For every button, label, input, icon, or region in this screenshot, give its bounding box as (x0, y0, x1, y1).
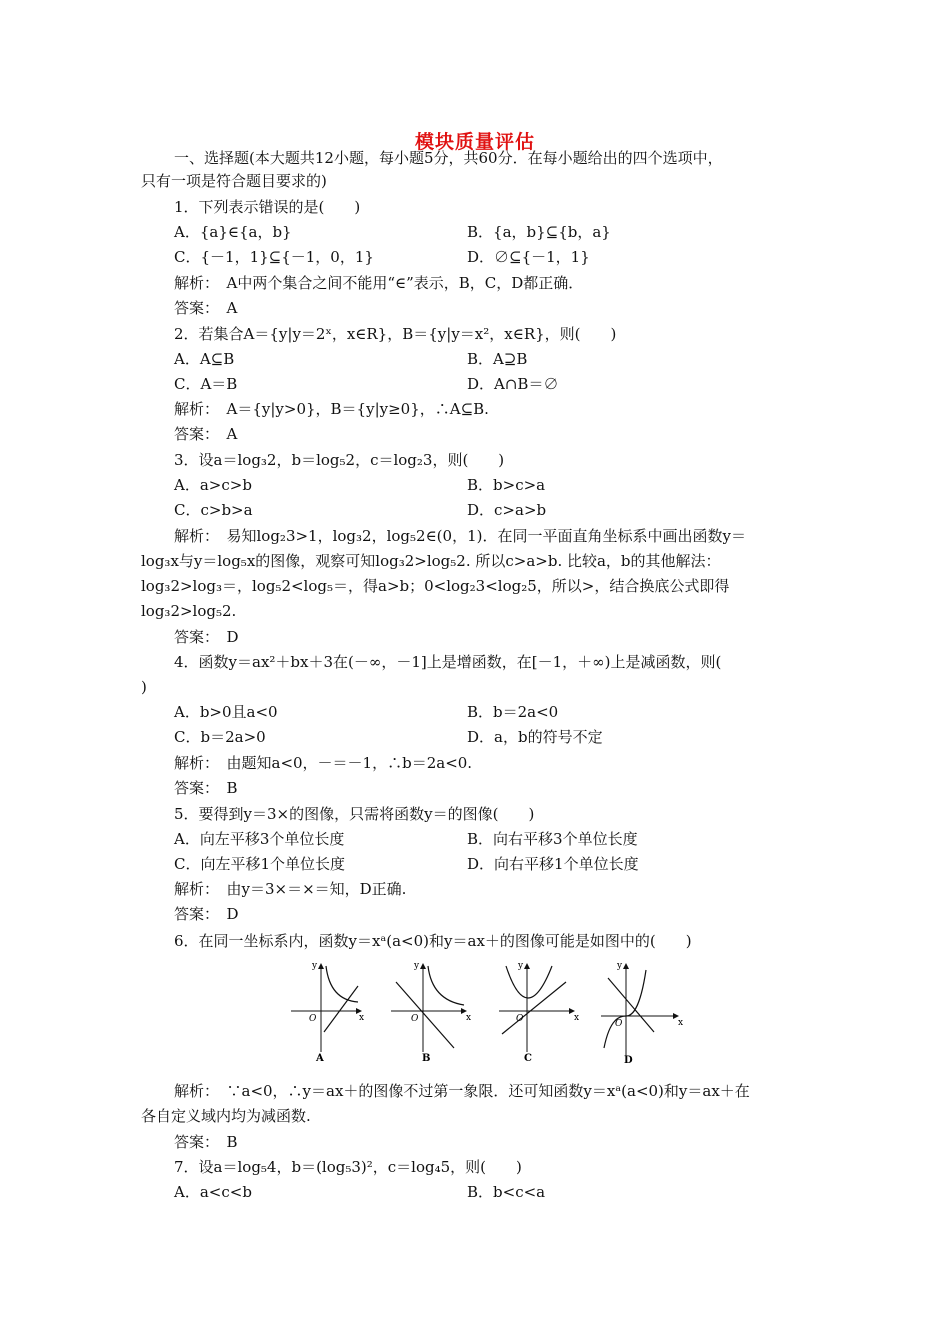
line-text: 2．若集合A＝{y|y＝2ˣ，x∈R}，B＝{y|y＝x²，x∈R}，则( ) (174, 325, 617, 343)
line-text: 答案： A (174, 299, 238, 317)
line-text: C．b＝2a>0 (174, 728, 266, 746)
axis-y-label: y (414, 961, 420, 971)
line-text: 一、选择题(本大题共12小题，每小题5分，共60分．在每小题给出的四个选项中， (174, 149, 723, 167)
line-text: 3．设a＝log₃2，b＝log₅2，c＝log₂3，则( ) (174, 451, 505, 469)
line-text: A．{a}∈{a，b} (174, 223, 292, 241)
option-text-right: D．a，b的符号不定 (467, 728, 603, 746)
text-line (174, 779, 238, 798)
text-line (174, 527, 746, 546)
line-text: 解析： A＝{y|y>0}，B＝{y|y≥0}，∴A⊆B. (174, 400, 489, 418)
axis-y-label: y (518, 961, 524, 971)
line-text: 4．函数y＝ax²＋bx＋3在(－∞，－1]上是增函数，在[－1，＋∞)上是减函数，则( (174, 653, 722, 671)
line-text: 答案： B (174, 779, 238, 797)
option-text-right: D．A∩B＝∅ (467, 375, 559, 393)
option-row (174, 855, 639, 874)
figure-graph-options (286, 960, 686, 1070)
option-row (174, 501, 547, 520)
line-text: 答案： B (174, 1133, 238, 1151)
line-text: 只有一项是符合题目要求的) (141, 172, 327, 190)
line-text: 6．在同一坐标系内，函数y＝xᵃ(a<0)和y＝ax＋的图像可能是如图中的( ) (174, 932, 692, 950)
line-text: log₃2>log₃＝，log₅2<log₅＝，得a>b；0<log₂3<log₂5，所以>，结合换底公式即得 (141, 577, 730, 595)
text-line (174, 1133, 238, 1152)
option-text-right: D．c>a>b (467, 501, 547, 519)
graph-panel-c (499, 961, 579, 1064)
line-text: C．{－1，1}⊆{－1，0，1} (174, 248, 374, 266)
line-text: 解析： A中两个集合之间不能用“∈”表示，B，C，D都正确． (174, 274, 584, 292)
graph-panel-d (601, 961, 683, 1066)
line-text: A．a<c<b (174, 1183, 252, 1201)
axis-y-label: y (617, 961, 623, 971)
text-line (174, 754, 472, 773)
text-line (141, 678, 147, 697)
option-row (174, 703, 559, 722)
option-row (174, 1183, 546, 1202)
option-text-right: B．向右平移3个单位长度 (467, 830, 638, 848)
line-text: 解析： 由题知a<0，－＝－1，∴b＝2a<0. (174, 754, 473, 772)
line-text: 7．设a＝log₅4，b＝(log₅3)²，c＝log₄5，则( ) (174, 1158, 522, 1176)
line-text: A．A⊆B (174, 350, 235, 368)
line-text: A．b>0且a<0 (174, 703, 278, 721)
line-text: 各自定义域内均为减函数. (141, 1107, 311, 1125)
option-text-right: B．{a，b}⊆{b，a} (467, 223, 611, 241)
text-line (174, 425, 237, 444)
graph-panel-b (391, 961, 471, 1064)
panel-label-c: C (524, 1053, 532, 1064)
text-line (174, 653, 721, 672)
axis-x-label: x (359, 1013, 365, 1023)
panel-label-b: B (422, 1053, 431, 1064)
line-text: 解析： 由y＝3×＝×＝知，D正确. (174, 880, 407, 898)
option-text-right: B．b<c<a (467, 1183, 546, 1201)
option-text-right: D．向右平移1个单位长度 (467, 855, 639, 873)
text-line (141, 552, 721, 571)
line-text: log₃2>log₅2. (141, 602, 237, 620)
origin-label: O (516, 1014, 524, 1024)
origin-label: O (615, 1019, 623, 1029)
origin-label: O (411, 1014, 419, 1024)
axis-x-label: x (574, 1013, 580, 1023)
text-line (141, 1107, 311, 1126)
line-text: ) (141, 678, 147, 696)
text-line (174, 1082, 750, 1101)
line-text: A．向左平移3个单位长度 (174, 830, 345, 848)
line-text: 答案： D (174, 628, 239, 646)
page-title: 模块质量评估 (414, 131, 535, 153)
option-row (174, 728, 603, 747)
axis-x-label: x (678, 1018, 684, 1028)
option-row (174, 476, 546, 495)
line-text: C．向左平移1个单位长度 (174, 855, 346, 873)
line-text: C．A＝B (174, 375, 238, 393)
text-line (174, 274, 583, 293)
text-line (174, 932, 692, 951)
text-line (174, 880, 406, 899)
axis-x-label: x (466, 1013, 472, 1023)
option-row (174, 375, 559, 394)
text-line (174, 1158, 522, 1177)
option-text-right: D．∅⊆{－1，1} (467, 248, 590, 266)
text-line (174, 325, 616, 344)
line-text: C．c>b>a (174, 501, 253, 519)
line-text: 答案： D (174, 905, 239, 923)
panel-label-a: A (316, 1053, 324, 1064)
line-text: 解析： 易知log₂3>1，log₃2，log₅2∈(0，1)．在同一平面直角坐标系中画出函数y＝ (174, 527, 746, 545)
option-row (174, 223, 611, 242)
line-text: A．a>c>b (174, 476, 252, 494)
text-line (174, 400, 489, 419)
line-text: 1．下列表示错误的是( ) (174, 198, 361, 216)
option-text-right: B．b>c>a (467, 476, 546, 494)
text-line (174, 451, 504, 470)
origin-label: O (309, 1014, 317, 1024)
option-text-right: B．A⊇B (467, 350, 528, 368)
text-line (174, 905, 239, 924)
option-text-right: B．b＝2a<0 (467, 703, 559, 721)
line-text: log₃x与y＝log₅x的图像，观察可知log₃2>log₅2. 所以c>a>b. 比较a，b的其他解法： (141, 552, 721, 570)
text-line (141, 577, 729, 596)
text-line (174, 299, 237, 318)
text-line (174, 198, 360, 217)
line-text: 答案： A (174, 425, 238, 443)
line-text: 5．要得到y＝3×的图像，只需将函数y＝的图像( ) (174, 805, 535, 823)
option-row (174, 830, 638, 849)
line-text: 解析： ∵a<0，∴y＝ax＋的图像不过第一象限．还可知函数y＝xᵃ(a<0)和y＝ax＋在 (174, 1082, 750, 1100)
text-line (174, 628, 239, 647)
panel-label-d: D (624, 1055, 633, 1066)
option-row (174, 248, 590, 267)
axis-y-label: y (312, 961, 318, 971)
option-row (174, 350, 528, 369)
text-line (174, 805, 534, 824)
text-line (141, 602, 236, 621)
text-line (174, 149, 723, 168)
text-line (141, 172, 327, 191)
graph-panel-a (291, 961, 364, 1064)
